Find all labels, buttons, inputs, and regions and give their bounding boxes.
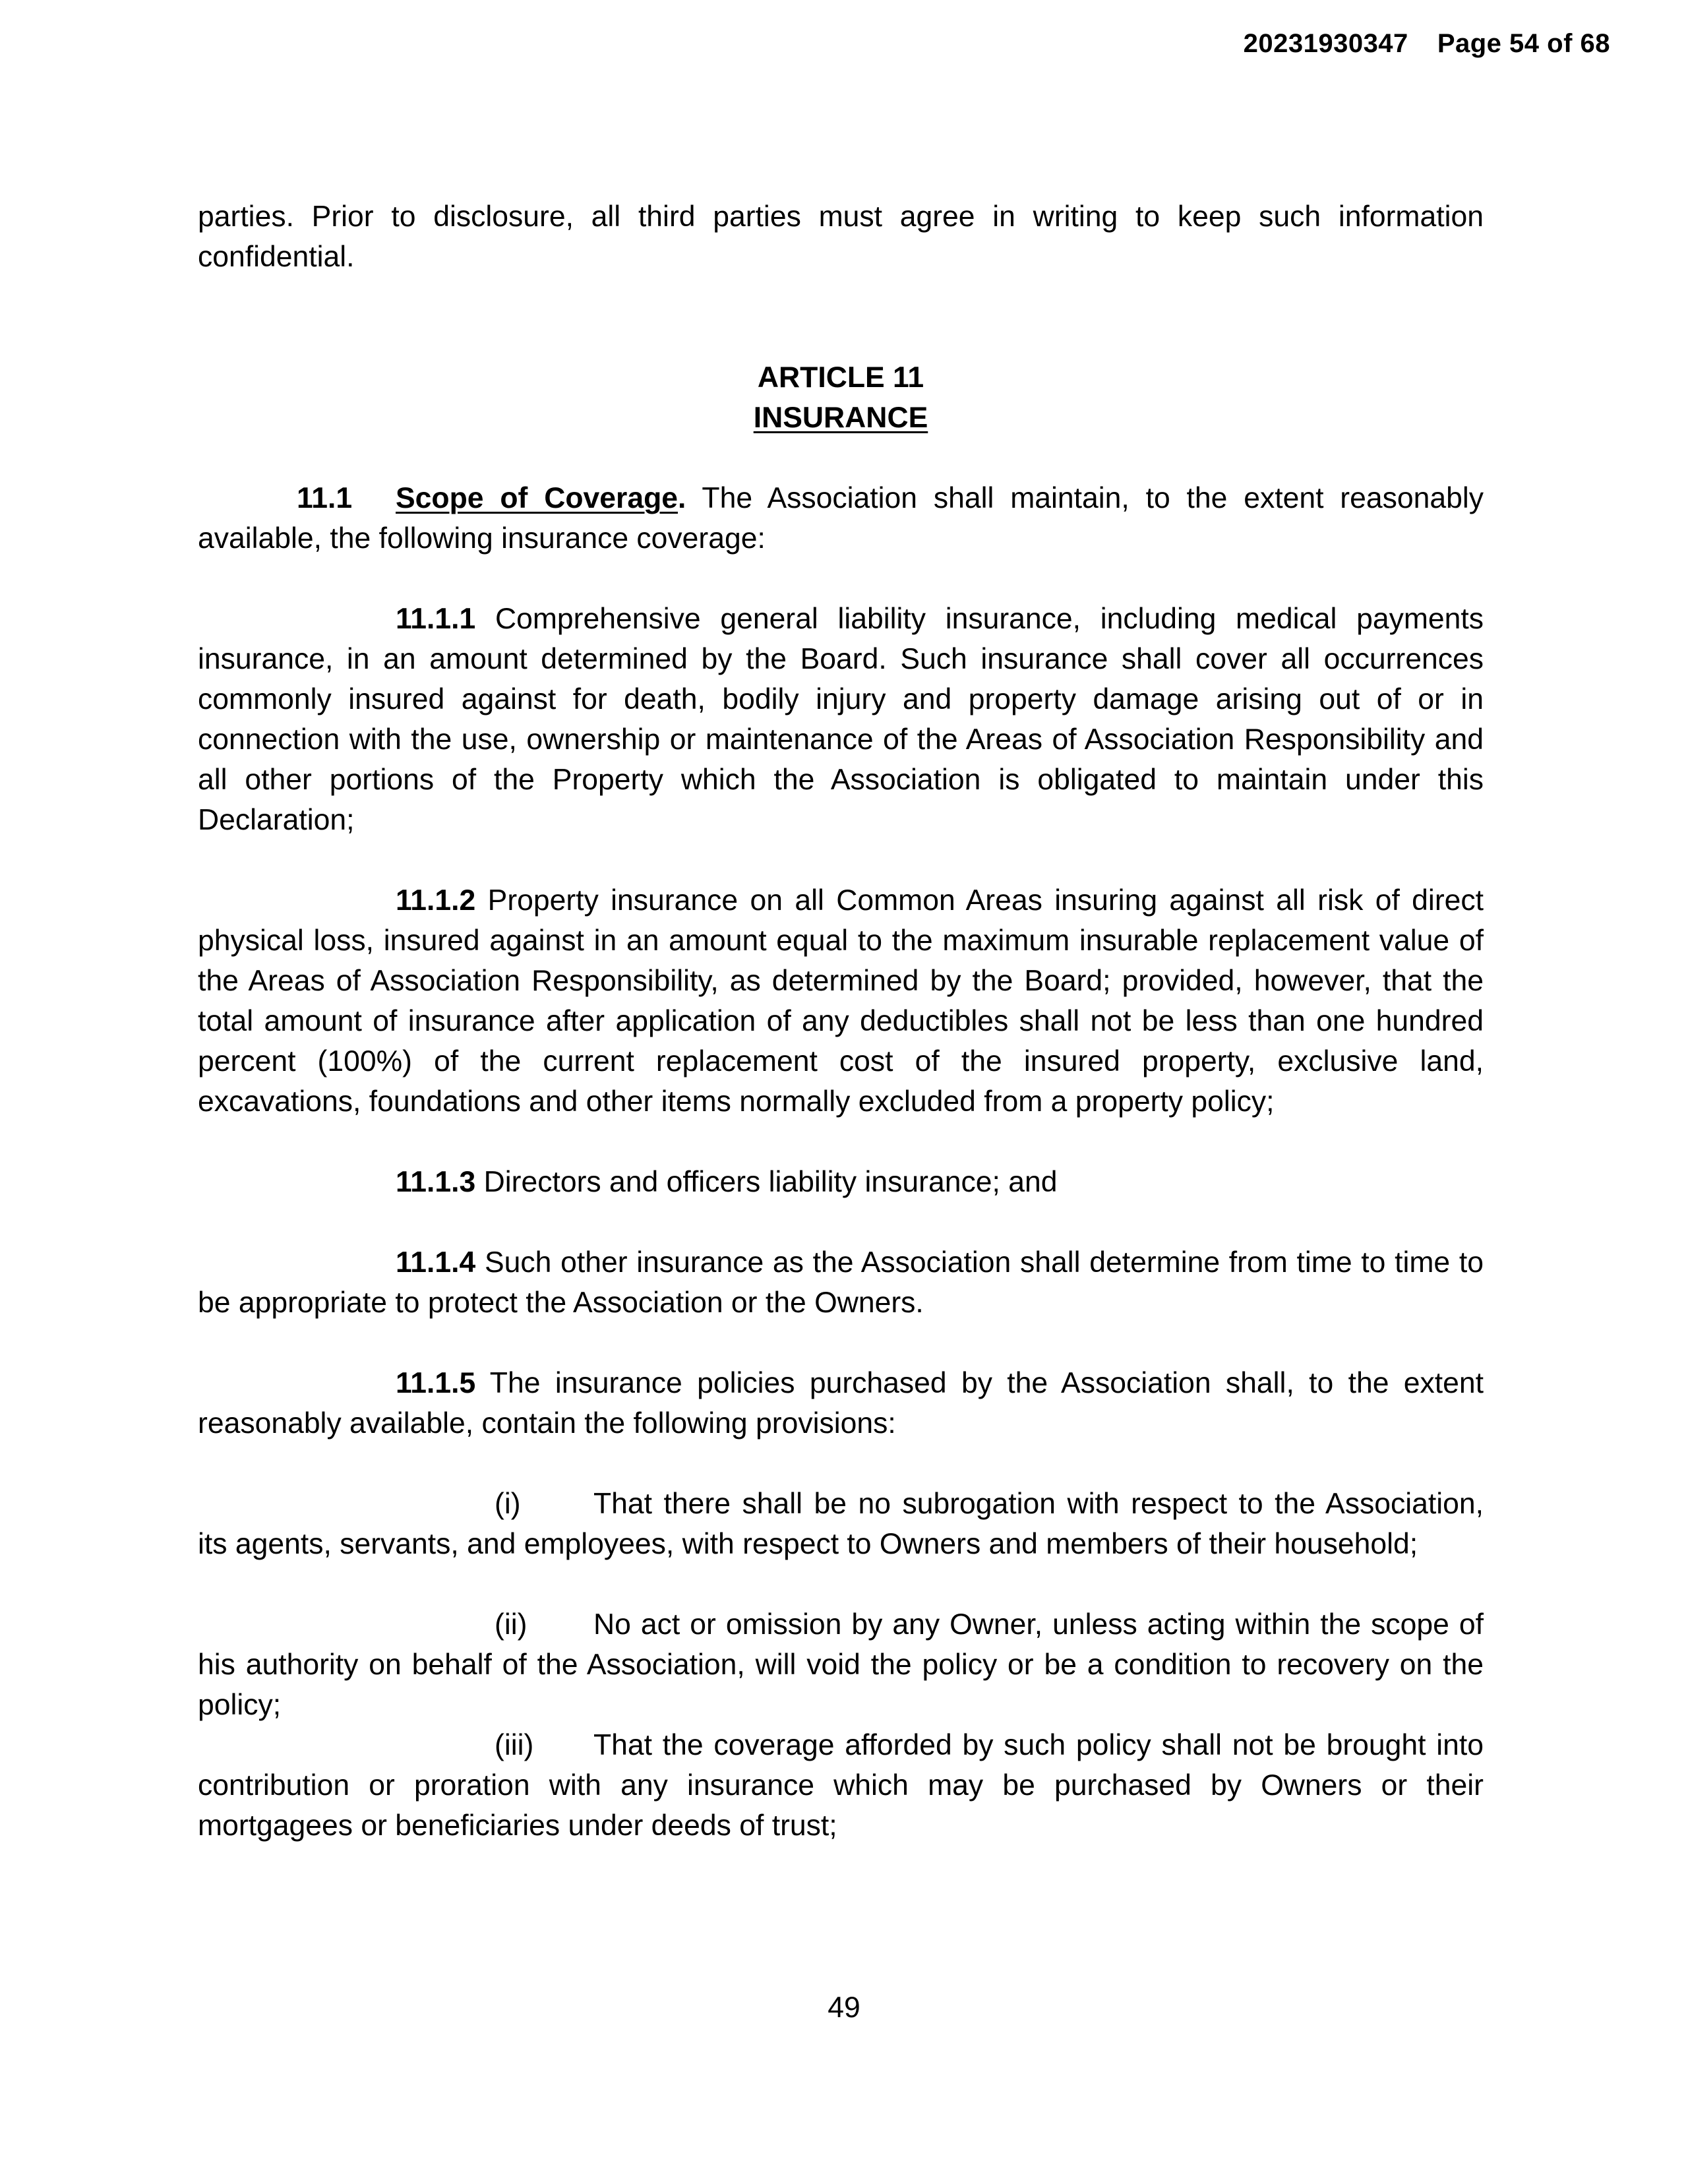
section-11-1-3 (198, 1162, 1484, 1202)
provision-number: (iii) (495, 1729, 534, 1761)
provision-number: (ii) (495, 1608, 528, 1641)
page-indicator: Page 54 of 68 (1437, 29, 1610, 58)
provision-text: That there shall be no subrogation with respect to the Association, its agents, servants, and employees, with respect to Owners and members of their household; (198, 1488, 1484, 1560)
document-number: 20231930347 (1243, 29, 1408, 58)
subsection-number: 11.1.2 (396, 884, 476, 917)
section-11-1-2 (198, 880, 1484, 1122)
provision-text: No act or omission by any Owner, unless acting within the scope of his authority on behalf of the Association, will void the policy or be a condition to recovery on the policy; (198, 1608, 1484, 1721)
provision-item (198, 1725, 1484, 1846)
section-title: Scope of Coverage (396, 482, 678, 514)
subsection-number: 11.1.3 (396, 1166, 476, 1198)
subsection-text: Such other insurance as the Association shall determine from time to time to be appropriate to protect the Association or the Owners. (198, 1246, 1484, 1319)
provision-number: (i) (495, 1488, 521, 1520)
carryover-paragraph: parties. Prior to disclosure, all third parties must agree in writing to keep such information confidential. (198, 200, 1484, 273)
provision-text: That the coverage afforded by such policy shall not be brought into contribution or proration with any insurance which may be purchased by Owners or their mortgagees or beneficiaries under deeds of trust; (198, 1729, 1484, 1842)
subsection-text: The insurance policies purchased by the Association shall, to the extent reasonably available, contain the following provisions: (198, 1367, 1484, 1440)
subsection-text: Property insurance on all Common Areas insuring against all risk of direct physical loss, insured against in an amount equal to the maximum insurable replacement value of the Areas of Association Responsibility, as determined by the Board; provided, however, that the total amount of insurance after application of any deductibles shall not be less than one hundred percent (100%) of the current replacement cost of the insured property, exclusive land, excavations, foundations and other items normally excluded from a property policy; (198, 884, 1484, 1118)
subsection-number: 11.1.4 (396, 1246, 476, 1279)
provision-item (198, 1604, 1484, 1725)
section-text: The Association shall maintain, to the extent reasonably available, the following insurance coverage: (198, 482, 1484, 555)
section-11-1-4 (198, 1242, 1484, 1323)
page-number: 49 (828, 1991, 860, 2024)
document-body (198, 197, 1484, 1846)
subsection-text: Comprehensive general liability insurance, including medical payments insurance, in an amount determined by the Board. Such insurance shall cover all occurrences commonly insured against for death, bodily injury and property damage arising out of or in connection with the use, ownership or maintenance of the Areas of Association Responsibility and all other portions of the Property which the Association is obligated to maintain under this Declaration; (198, 603, 1484, 836)
section-11-1-1 (198, 599, 1484, 840)
section-11-1: 11.1 Scope of Coverage. The Association shall maintain, to the extent reasonably available, the following insurance coverage: (198, 478, 1484, 559)
subsection-number: 11.1.5 (396, 1367, 476, 1399)
recording-header (1244, 29, 1610, 59)
provision-item (198, 1484, 1484, 1564)
subsection-number: 11.1.1 (396, 603, 476, 635)
section-number: 11.1 (297, 482, 353, 514)
article-label: ARTICLE 11 (757, 361, 924, 394)
section-11-1-5 (198, 1363, 1484, 1443)
subsection-text: Directors and officers liability insurance; and (475, 1166, 1058, 1198)
article-title: INSURANCE (753, 402, 928, 434)
article-heading (198, 357, 1484, 438)
